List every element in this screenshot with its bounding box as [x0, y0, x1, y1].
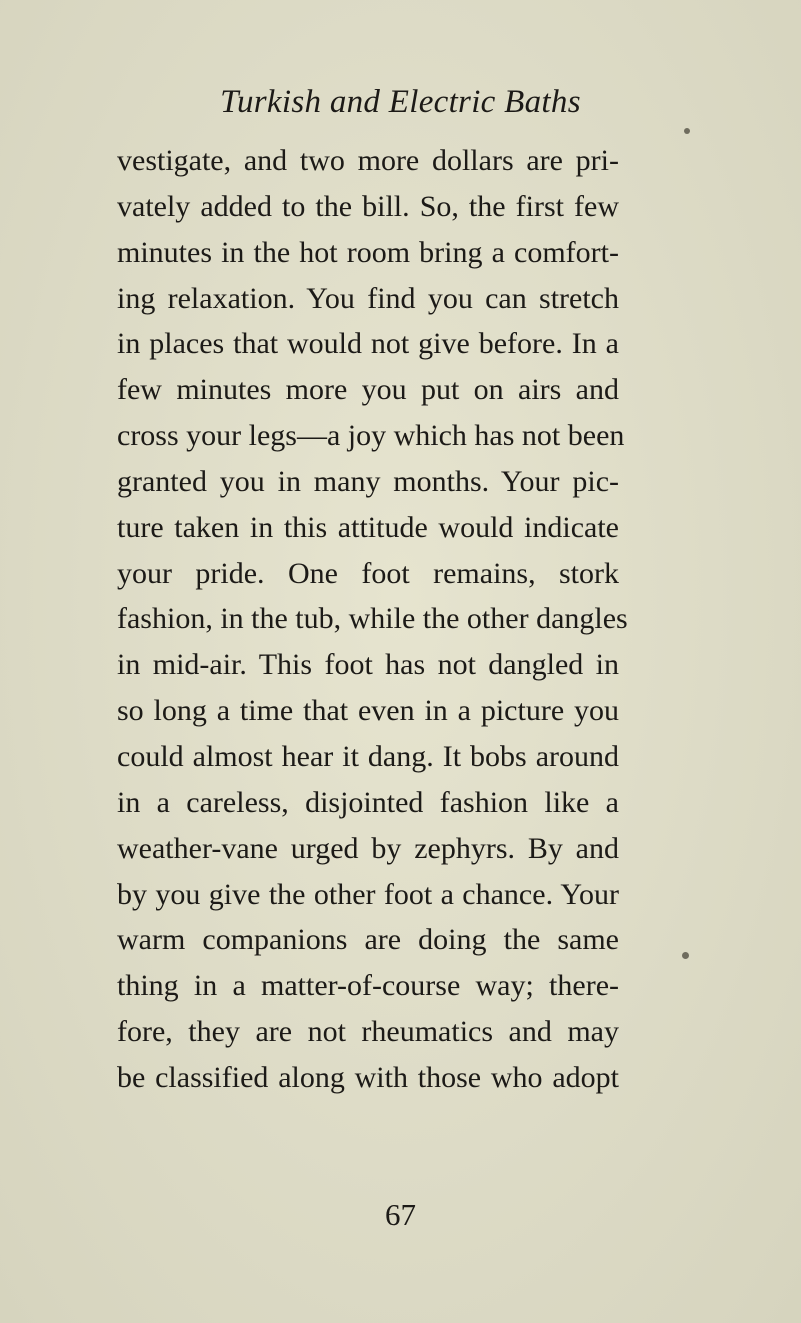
text-line: ing relaxation. You find you can stretch [117, 281, 619, 315]
text-line: so long a time that even in a picture you [117, 694, 619, 728]
text-line: in places that would not give before. In a [117, 327, 619, 361]
text-line: weather-vane urged by zephyrs. By and [117, 831, 619, 865]
text-line: vately added to the bill. So, the first few [117, 189, 619, 223]
text-line: thing in a matter-of-course way; there- [117, 969, 619, 1003]
text-line: few minutes more you put on airs and [117, 373, 619, 407]
text-line: your pride. One foot remains, stork [117, 556, 619, 590]
text-line: by you give the other foot a chance. Your [117, 877, 619, 911]
text-line: minutes in the hot room bring a comfort- [117, 235, 619, 269]
text-line: vestigate, and two more dollars are pri- [117, 144, 619, 177]
page-number: 67 [385, 1197, 416, 1232]
body-text [117, 138, 628, 1101]
text-line: in a careless, disjointed fashion like a [117, 785, 619, 819]
text-line: granted you in many months. Your pic- [117, 464, 619, 498]
text-line: fore, they are not rheumatics and may [117, 1015, 619, 1049]
text-line: be classified along with those who adopt [117, 1060, 619, 1094]
text-line: could almost hear it dang. It bobs around [117, 739, 619, 773]
text-line: ture taken in this attitude would indicate [117, 510, 619, 544]
text-line: in mid-air. This foot has not dangled in [117, 648, 619, 682]
paper-speck [684, 128, 690, 134]
text-line: cross your legs—a joy which has not been [117, 419, 625, 453]
running-head: Turkish and Electric Baths [220, 84, 581, 120]
text-line: warm companions are doing the same [117, 923, 619, 957]
paper-speck [682, 952, 689, 959]
text-line: fashion, in the tub, while the other dangles [117, 602, 628, 636]
